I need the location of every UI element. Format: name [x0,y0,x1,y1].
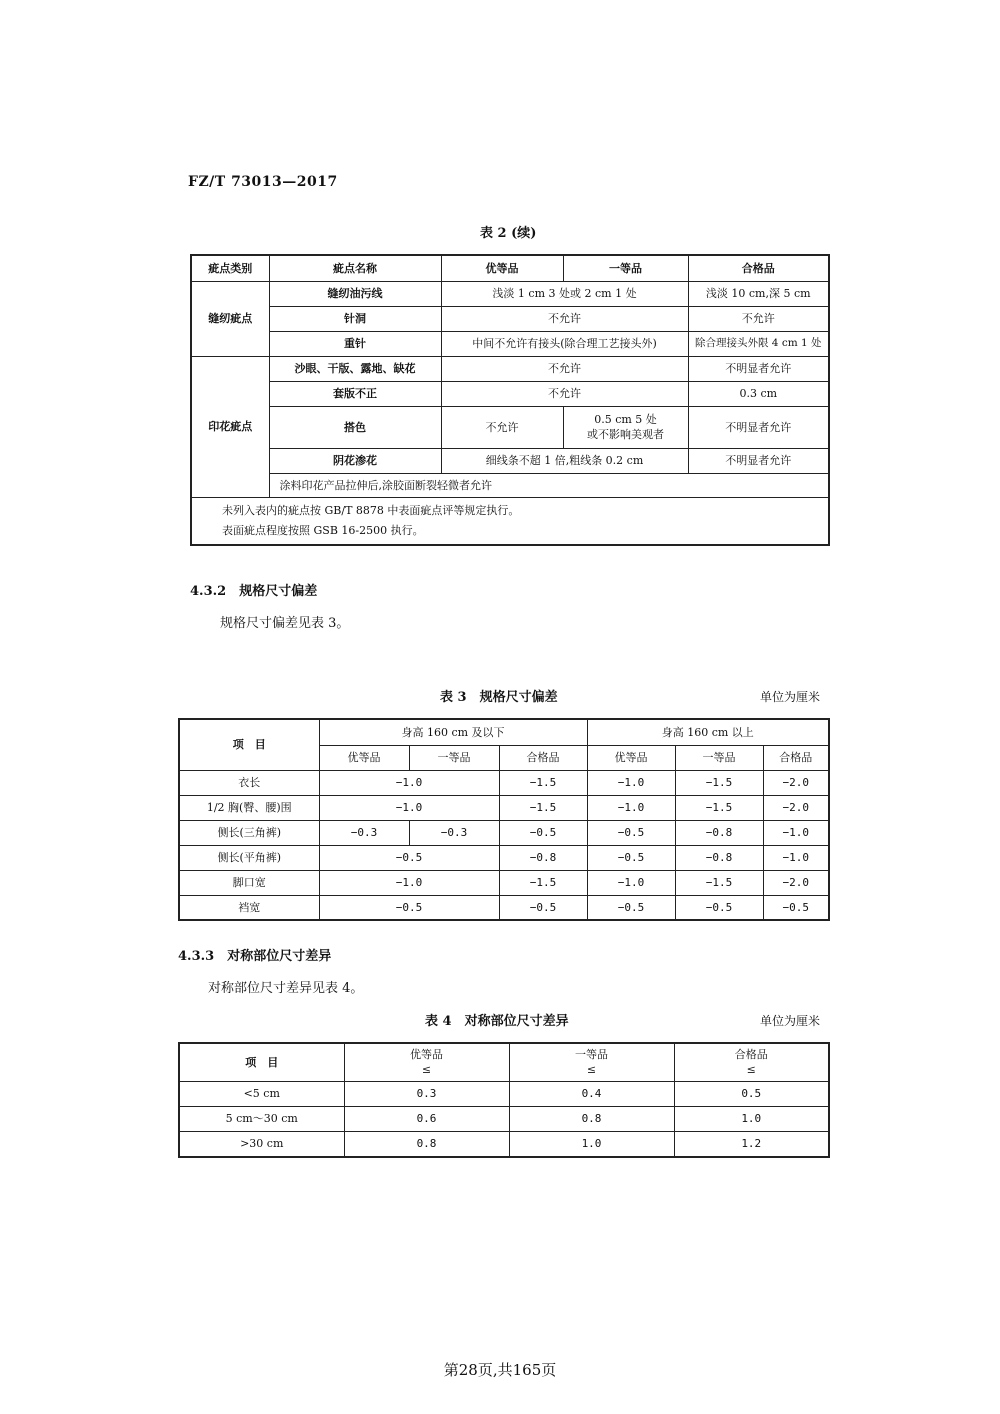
t4-grade-header [674,1043,829,1081]
t3-item: 侧长(三角裤) [179,820,319,845]
t3-low-pass: −1.5 [499,795,587,820]
t2-top-first-value: 不允许 [441,356,688,381]
t4-value: 1.0 [509,1131,674,1157]
t2-pass-value: 不允许 [688,306,829,331]
t2-header-pass: 合格品 [688,255,829,281]
t3-high-value: −1.5 [675,870,763,895]
t3-high-value: −0.8 [675,820,763,845]
t3-low-pass: −1.5 [499,870,587,895]
t4-le-symbol: ≤ [586,1063,597,1077]
t2-pass-value: 浅淡 10 cm,深 5 cm [688,281,829,306]
t3-low-first: −0.3 [409,820,499,845]
page-footer: 第28页,共165页 [443,1361,557,1379]
t3-high-value: −0.8 [675,845,763,870]
t3-low-top-first: −0.5 [319,895,499,920]
t3-item: 衣长 [179,770,319,795]
t2-header-name: 疵点名称 [269,255,441,281]
t3-high-value: −0.5 [587,845,675,870]
t2-footnote: 表面疵点程度按照 GSB 16-2500 执行。 [222,523,424,537]
t3-high-value: −1.0 [587,770,675,795]
t4-value: 1.2 [674,1131,829,1157]
table3-unit: 单位为厘米 [760,690,821,704]
t3-group-header-low: 身高 160 cm 及以下 [319,719,587,745]
t3-group-header-high: 身高 160 cm 以上 [587,719,829,745]
t3-low-top: −0.3 [319,820,409,845]
t3-low-pass: −0.5 [499,820,587,845]
t2-defect-name: 重针 [269,331,441,356]
t3-grade-header: 优等品 [319,745,409,770]
t4-value: 0.5 [674,1081,829,1106]
t2-defect-name: 针洞 [269,306,441,331]
t3-high-value: −0.5 [587,895,675,920]
t4-item: 5 cm～30 cm [179,1106,344,1131]
t3-low-pass: −0.5 [499,895,587,920]
t2-top-first-value: 细线条不超 1 倍,粗线条 0.2 cm [441,448,688,473]
document-id: FZ/T 73013—2017 [188,174,338,190]
t3-item: 1/2 胸(臀、腰)围 [179,795,319,820]
t2-defect-name: 阴花渗花 [269,448,441,473]
t3-grade-header: 优等品 [587,745,675,770]
t2-defect-name: 沙眼、干版、露地、缺花 [269,356,441,381]
t3-high-value: −0.5 [587,820,675,845]
t4-item: <5 cm [179,1081,344,1106]
t3-grade-header: 一等品 [675,745,763,770]
t3-low-pass: −1.5 [499,770,587,795]
t2-defect-name: 套版不正 [269,381,441,406]
t4-value: 1.0 [674,1106,829,1131]
t3-low-top-first: −0.5 [319,845,499,870]
t2-top-first-value: 浅淡 1 cm 3 处或 2 cm 1 处 [441,281,688,306]
t4-le-symbol: ≤ [421,1063,432,1077]
t4-le-symbol: ≤ [746,1063,756,1077]
t3-high-value: −0.5 [675,895,763,920]
t4-value: 0.6 [344,1106,509,1131]
t2-footnotes [191,497,829,545]
t2-first-value [563,406,688,448]
t3-item: 侧长(平角裤) [179,845,319,870]
t2-top-value: 不允许 [441,406,563,448]
t3-low-top-first: −1.0 [319,795,499,820]
table4 [178,1042,830,1158]
t3-high-value: −1.5 [675,795,763,820]
t3-high-value: −2.0 [763,795,829,820]
t2-defect-name: 缝纫油污线 [269,281,441,306]
t4-grade-label: 优等品 [410,1048,443,1062]
t3-grade-header: 一等品 [409,745,499,770]
t4-grade-header [344,1043,509,1081]
t3-low-top-first: −1.0 [319,770,499,795]
t3-high-value: −1.0 [587,870,675,895]
t2-defect-name: 搭色 [269,406,441,448]
t2-header-top: 优等品 [441,255,563,281]
t3-high-value: −1.0 [763,820,829,845]
table3-caption: 表 3 规格尺寸偏差 [440,690,558,705]
t3-high-value: −1.0 [763,845,829,870]
t2-pass-value: 0.3 cm [688,381,829,406]
section-4-3-3-text: 对称部位尺寸差异见表 4。 [208,981,364,996]
table4-caption: 表 4 对称部位尺寸差异 [425,1014,569,1029]
section-4-3-3-title: 4.3.3 对称部位尺寸差异 [178,949,332,964]
t2-top-first-value: 不允许 [441,306,688,331]
t2-pass-value: 不明显者允许 [688,448,829,473]
t4-value: 0.4 [509,1081,674,1106]
t2-footnote: 未列入表内的疵点按 GB/T 8878 中表面疵点评等规定执行。 [222,503,520,517]
t2-category-sewing: 缝纫疵点 [191,281,269,356]
t4-grade-label: 一等品 [575,1048,608,1062]
t4-value: 0.8 [344,1131,509,1157]
t4-item-header: 项 目 [179,1043,344,1081]
t3-high-value: −2.0 [763,870,829,895]
table3 [178,718,830,921]
t2-pass-value: 不明显者允许 [688,406,829,448]
t2-pass-value: 不明显者允许 [688,356,829,381]
t4-grade-header [509,1043,674,1081]
t3-item-header: 项 目 [179,719,319,770]
t3-grade-header: 合格品 [763,745,829,770]
section-4-3-2-title: 4.3.2 规格尺寸偏差 [190,584,318,599]
t4-value: 0.3 [344,1081,509,1106]
t2-first-value-line2: 或不影响美观者 [587,428,664,441]
section-4-3-2-text: 规格尺寸偏差见表 3。 [220,616,350,631]
t2-top-first-value: 不允许 [441,381,688,406]
t4-grade-label: 合格品 [734,1048,768,1062]
table4-unit: 单位为厘米 [760,1014,821,1028]
t3-high-value: −0.5 [763,895,829,920]
t3-low-pass: −0.8 [499,845,587,870]
t2-header-category: 疵点类别 [191,255,269,281]
t4-value: 0.8 [509,1106,674,1131]
t4-item: >30 cm [179,1131,344,1157]
t3-high-value: −1.0 [587,795,675,820]
t2-category-printing: 印花疵点 [191,356,269,497]
t2-pass-value: 除合理接头外限 4 cm 1 处 [688,331,829,356]
t2-header-first: 一等品 [563,255,688,281]
t3-high-value: −2.0 [763,770,829,795]
t3-low-top-first: −1.0 [319,870,499,895]
t3-item: 脚口宽 [179,870,319,895]
t2-printing-note: 涂料印花产品拉伸后,涂胶面断裂轻微者允许 [269,473,829,497]
table2 [190,254,830,546]
t3-high-value: −1.5 [675,770,763,795]
t3-grade-header: 合格品 [499,745,587,770]
t2-first-value-line1: 0.5 cm 5 处 [594,413,657,426]
table2-caption: 表 2 (续) [480,226,537,241]
t2-top-first-value: 中间不允许有接头(除合理工艺接头外) [441,331,688,356]
t3-item: 裆宽 [179,895,319,920]
